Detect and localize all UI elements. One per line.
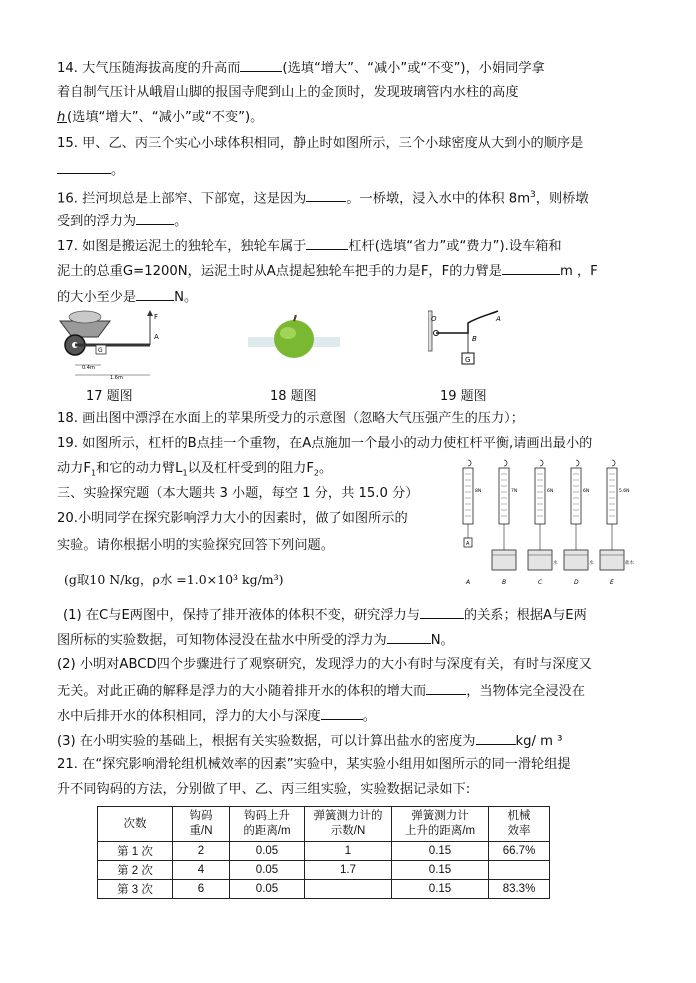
table-cell: 1: [305, 842, 392, 861]
subscript: 2: [313, 468, 320, 478]
scale-hook: [504, 460, 507, 466]
subscript: 1: [90, 468, 97, 478]
text: (1) 在C与E两图中，保持了排开液体的体积不变，研究浮力与: [63, 608, 420, 623]
table-cell: 83.3%: [489, 880, 550, 899]
experiment-data-table: [97, 806, 550, 899]
text: 升不同钩码的方法，分别做了甲、乙、丙三组实验，实验数据记录如下:: [57, 782, 471, 797]
subscript: 1: [182, 468, 188, 478]
table-cell: 第 1 次: [98, 842, 173, 861]
text: 的大小至少是: [57, 290, 137, 305]
text: (3) 在小明实验的基础上，根据有关实验数据，可以计算出盐水的密度为: [57, 734, 476, 749]
q20-line1: [57, 510, 408, 528]
arrow-head: [147, 310, 153, 316]
q20-p2-line1: [57, 656, 592, 674]
text: 14. 大气压随海拔高度的升高而: [57, 61, 241, 76]
answer-blank[interactable]: [420, 605, 464, 619]
text: (选填“增大”、“减小”或“不变”)，小娟同学拿: [282, 61, 545, 76]
q14-line1: [57, 58, 545, 78]
label-b: B: [472, 335, 477, 343]
text: 。: [111, 163, 125, 178]
text: 17. 如图是搬运泥土的独轮车，独轮车属于: [57, 239, 307, 254]
dimension-label: 0.4m: [82, 365, 95, 371]
barrow-bin: [60, 321, 110, 337]
beaker: [564, 550, 588, 570]
text: (2) 小明对ABCD四个步骤进行了观察研究，发现浮力的大小有时与深度有关，有时与深度又: [57, 657, 592, 672]
answer-blank[interactable]: [476, 731, 516, 745]
soil-pile: [69, 311, 101, 323]
q17-line2: [57, 261, 598, 281]
text: 。: [362, 709, 376, 724]
liquid-label: 水: [589, 561, 594, 566]
q20-line2: [57, 537, 334, 555]
text: 19. 如图所示，杠杆的B点挂一个重物，在A点施加一个最小的动力使杠杆平衡,请画出最小的: [57, 436, 593, 451]
label-g: G: [98, 347, 103, 354]
table-cell: 1.7: [305, 861, 392, 880]
text: ，则桥墩: [535, 191, 589, 207]
table-cell: 0.05: [230, 842, 305, 861]
superscript: 3: [530, 190, 536, 200]
text: 的关系；根据A与E两: [463, 608, 587, 623]
liquid-label: 水: [553, 561, 558, 566]
answer-blank[interactable]: [136, 287, 174, 301]
text: (选填“增大”、“减小”或“不变”)。: [67, 110, 264, 125]
setup-label: E: [610, 579, 614, 586]
text: N。: [174, 290, 198, 305]
scale-reading: 6N: [583, 489, 590, 494]
q20-p2-line2: [57, 681, 585, 701]
block-label: A: [466, 541, 470, 547]
apple-highlight: [280, 327, 296, 339]
scale-reading: 7N: [511, 489, 518, 494]
q14-line3: [57, 109, 263, 127]
q18-line1: [57, 410, 524, 428]
setup-label: A: [466, 579, 471, 586]
label-o: O: [431, 315, 437, 323]
scale-hook: [540, 460, 543, 466]
text: 受到的浮力为: [57, 214, 137, 229]
text: 动力F: [57, 461, 91, 476]
table-cell: 0.05: [230, 861, 305, 880]
figure-caption-19: 19 题图: [440, 389, 487, 404]
q21-line2: [57, 781, 470, 799]
label-f: F: [154, 313, 159, 321]
table-cell: 6: [173, 880, 230, 899]
liquid-label: 盐水: [625, 561, 634, 566]
table-cell: 0.15: [392, 861, 489, 880]
text: 21. 在“探究影响滑轮组机械效率的因素”实验中，某实验小组用如图所示的同一滑轮组提: [57, 757, 571, 772]
text: 15. 甲、乙、丙三个实心小球体积相同，静止时如图所示，三个小球密度从大到小的顺序是: [57, 136, 584, 151]
scale-hook: [468, 460, 471, 466]
q16-line1: [57, 186, 589, 208]
table-cell: 2: [173, 842, 230, 861]
text: 以及杠杆受到的阻力F: [187, 461, 314, 476]
answer-blank[interactable]: [306, 188, 346, 202]
figure-caption-18: 18 题图: [270, 389, 317, 404]
text: 。: [174, 214, 188, 229]
text: 无关。对此正确的解释是浮力的大小随着排开水的体积的增大而: [57, 684, 427, 699]
label-a: A: [496, 315, 501, 323]
table-cell: 第 3 次: [98, 880, 173, 899]
answer-blank[interactable]: [321, 706, 363, 720]
label-a: A: [154, 333, 159, 341]
table-header: 次数: [98, 807, 173, 842]
q15-line1: [57, 135, 583, 153]
scale-hook: [576, 460, 579, 466]
setup-label: B: [502, 579, 507, 586]
scale-reading: 6N: [547, 489, 554, 494]
apple-figure: [248, 315, 340, 365]
q17-line1: [57, 236, 562, 256]
q20-constants: [64, 571, 284, 589]
table-header: 弹簧测力计 上升的距离/m: [392, 807, 489, 842]
beaker: [492, 550, 516, 570]
scale-hook: [612, 460, 615, 466]
q20-p1-line1: [63, 605, 587, 625]
q20-p2-line3: [57, 706, 376, 726]
answer-blank[interactable]: [426, 681, 466, 695]
table-row: [98, 880, 550, 899]
table-cell: 0.15: [392, 880, 489, 899]
table-row: [98, 842, 550, 861]
table-header-row: [98, 807, 550, 842]
text: 图所标的实验数据，可知物体浸没在盐水中所受的浮力为: [57, 633, 387, 648]
answer-blank[interactable]: [387, 630, 431, 644]
section-title: [57, 485, 418, 503]
apple: [274, 320, 314, 358]
text: N。: [430, 633, 454, 648]
scale-reading: 8N: [475, 489, 482, 494]
buoyancy-experiment-figure: [452, 458, 644, 588]
scale-reading: 5.6N: [619, 489, 630, 494]
text: (g取10 N/kg，ρ水 =1.0×10³ kg/m³): [64, 572, 284, 587]
q19-line2: [57, 460, 332, 483]
figure-caption-17: 17 题图: [86, 389, 133, 404]
text: 着自制气压计从峨眉山脚的报国寺爬到山上的金顶时，发现玻璃管内水柱的高度: [57, 85, 519, 100]
answer-blank[interactable]: [136, 211, 174, 225]
table-row: [98, 861, 550, 880]
table-header: 钩码上升 的距离/m: [230, 807, 305, 842]
answer-blank[interactable]: [502, 261, 560, 275]
answer-blank[interactable]: [240, 58, 282, 72]
q17-line3: [57, 287, 197, 307]
q20-p1-line2: [57, 630, 454, 650]
answer-blank[interactable]: [57, 160, 111, 174]
table-cell[interactable]: [305, 880, 392, 899]
text: 三、实验探究题（本大题共 3 小题，每空 1 分，共 15.0 分）: [57, 486, 419, 501]
label-g: G: [465, 356, 471, 364]
spring-scale-body: [535, 468, 545, 524]
table-header: 钩码 重/N: [173, 807, 230, 842]
spring-scale-body: [499, 468, 509, 524]
table-cell: 0.05: [230, 880, 305, 899]
answer-blank[interactable]: [306, 236, 348, 250]
table-cell[interactable]: [489, 861, 550, 880]
dimension-label: 1.6m: [110, 375, 123, 381]
text: 和它的动力臂L: [96, 461, 183, 476]
table-header: 弹簧测力计的 示数/N: [305, 807, 392, 842]
answer-blank[interactable]: h: [57, 110, 66, 125]
text: 18. 画出图中漂浮在水面上的苹果所受力的示意图（忽略大气压强产生的压力）；: [57, 411, 524, 426]
text: 泥土的总重G=1200N，运泥土时从A点提起独轮车把手的力是F，F的力臂是: [57, 264, 502, 279]
q16-line2: [57, 211, 187, 231]
lever-arm: [436, 311, 498, 333]
q21-line1: [57, 756, 571, 774]
table-cell: 第 2 次: [98, 861, 173, 880]
setup-label: D: [574, 579, 579, 586]
text: m ，F: [559, 264, 598, 279]
setup-label: C: [538, 579, 543, 586]
table-cell: 66.7%: [489, 842, 550, 861]
q15-line2: [57, 160, 124, 180]
spring-scale-body: [463, 468, 473, 524]
q14-line2: [57, 84, 519, 102]
table-cell: 4: [173, 861, 230, 880]
text: 水中后排开水的体积相同，浮力的大小与深度: [57, 709, 321, 724]
text: ，当物体完全浸没在: [466, 684, 585, 699]
lever-figure: [428, 309, 514, 383]
beaker: [600, 550, 624, 570]
q20-p3-line1: [57, 731, 562, 751]
spring-scale-body: [607, 468, 617, 524]
beaker: [528, 550, 552, 570]
text: 。一桥墩，浸入水中的体积 8m: [346, 191, 531, 207]
text: 20.小明同学在探究影响浮力大小的因素时，做了如图所示的: [57, 511, 408, 526]
spring-scale-body: [571, 468, 581, 524]
wheelbarrow-figure: [58, 309, 168, 383]
table-header: 机械 效率: [489, 807, 550, 842]
table-cell: 0.15: [392, 842, 489, 861]
text: 。: [319, 461, 333, 476]
text: kg/ m ³: [515, 734, 563, 749]
q19-line1: [57, 435, 592, 453]
text: 实验。请你根据小明的实验探究回答下列问题。: [57, 538, 334, 553]
text: 16. 拦河坝总是上部窄、下部宽，这是因为: [57, 191, 307, 207]
text: 杠杆(选填“省力”或“费力”).设车箱和: [348, 239, 562, 254]
